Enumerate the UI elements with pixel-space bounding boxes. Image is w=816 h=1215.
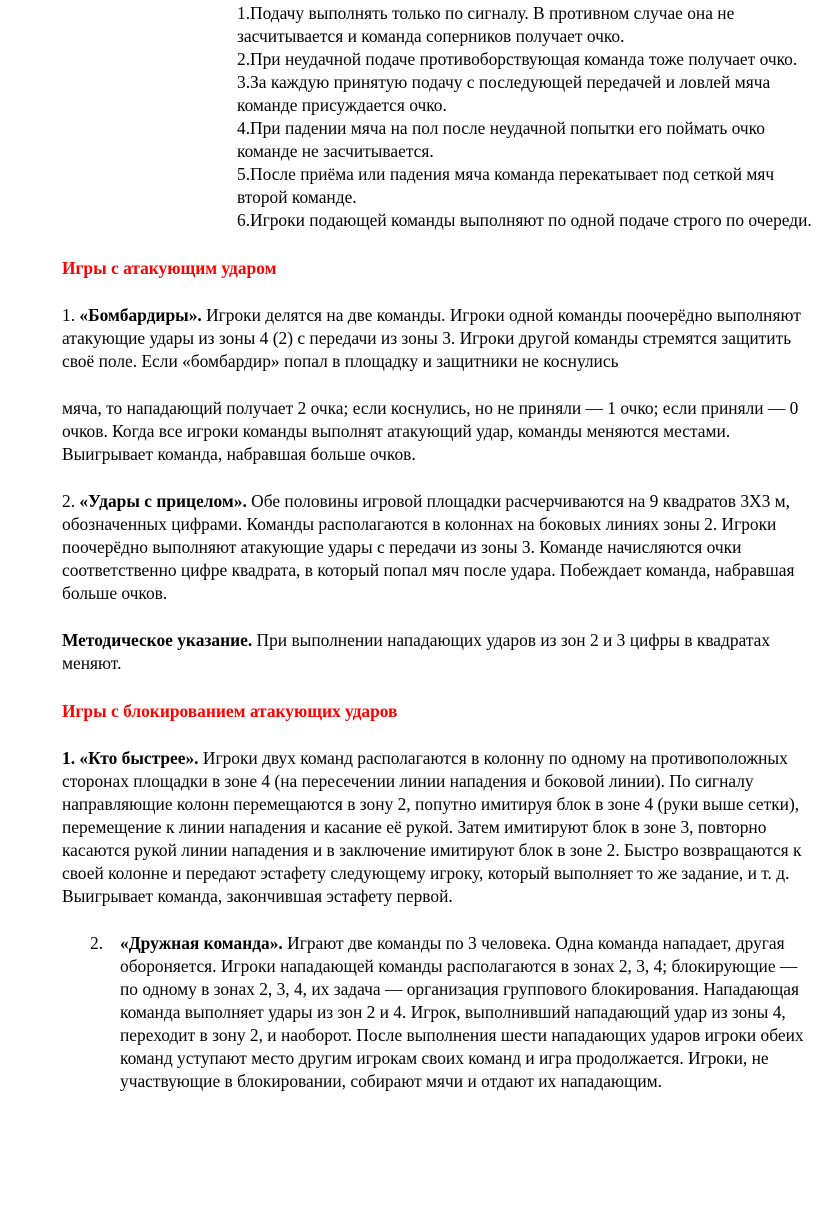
serve-rule-4: 4.При падении мяча на пол после неудачной попытки его поймать очко команде не засчитывается. — [237, 118, 765, 161]
serve-rule-2: 2.При неудачной подаче противоборствующая команда тоже получает очко. — [237, 49, 798, 69]
method-note-title: Методическое указание. — [62, 630, 253, 650]
method-note-text: При выполнении нападающих ударов из зон 2 и 3 цифры в квадратах меняют. — [62, 630, 771, 673]
serve-rule-3: 3.За каждую принятую подачу с последующей передачей и ловлей мяча команде присуждается очко. — [237, 72, 771, 115]
game-description: Играют две команды по 3 человека. Одна команда нападает, другая обороняется. Игроки нападающей команды располагаются в зонах 2, 3, 4; блокирующие — по одному в зонах 2, 3, 4, их задача — организация группового блокирования. Нападающая команда выполняет удары из зон 2 и 4. Игрок, выполнивший нападающий удар из зоны 4, переходит в зону 2, и наоборот. После выполнения шести нападающих ударов игроки обеих команд уступают место другим игрокам своих команд и игра продолжается. Игроки, не участвующие в блокировании, собирают мячи и отдают их нападающим. — [120, 933, 804, 1091]
game-title: 1. «Кто быстрее». — [62, 748, 199, 768]
serve-rule-6: 6.Игроки подающей команды выполняют по одной подаче строго по очереди. — [237, 210, 812, 230]
game-number: 1. — [62, 305, 80, 325]
game-aimed-strikes — [62, 490, 816, 605]
section-heading-blocking: Игры с блокированием атакующих ударов — [62, 701, 398, 721]
game-title: «Дружная команда». — [120, 933, 283, 953]
game-number: 2. — [62, 491, 80, 511]
game-title: «Удары с прицелом». — [79, 491, 247, 511]
serve-rules-list — [237, 2, 812, 232]
list-number: 2. — [90, 933, 104, 953]
game-description: Игроки делятся на две команды. Игроки одной команды поочерёдно выполняют атакующие удары из зоны 4 (2) с передачи из зоны 3. Игроки другой команды стремятся защитить своё поле. Если «бомбардир» попал в площадку и защитники не коснулись — [62, 305, 801, 371]
serve-rule-5: 5.После приёма или падения мяча команда перекатывает под сеткой мяч второй команде. — [237, 164, 775, 207]
method-note — [62, 629, 816, 675]
section-heading-attack: Игры с атакующим ударом — [62, 258, 277, 278]
serve-rule-1: 1.Подачу выполнять только по сигналу. В противном случае она не засчитывается и команда соперников получает очко. — [237, 3, 735, 46]
document-page — [62, 2, 816, 1093]
game-friendly-team — [62, 932, 816, 1093]
game-who-faster — [62, 747, 816, 908]
game-title: «Бомбардиры». — [79, 305, 202, 325]
game-description: Обе половины игровой площадки расчерчиваются на 9 квадратов 3Х3 м, обозначенных цифрами. Команды располагаются в колоннах на боковых линиях зоны 2. Игроки поочерёдно выполняют атакующие удары с передачи из зоны 3. Команде начисляются очки соответственно цифре квадрата, в который попал мяч после удара. Побеждает команда, набравшая больше очков. — [62, 491, 795, 603]
game-bombers-continuation: мяча, то нападающий получает 2 очка; если коснулись, но не приняли — 1 очко; если приняли — 0 очков. Когда все игроки команды выполнят атакующий удар, команды меняются местами. Выигрывает команда, набравшая больше очков. — [62, 398, 799, 464]
game-bombers — [62, 304, 816, 373]
game-description: Игроки двух команд располагаются в колонну по одному на противоположных сторонах площадки в зоне 4 (на пересечении линии нападения и боковой линии). По сигналу направляющие колонн перемещаются в зону 2, попутно имитируя блок в зоне 4 (руки выше сетки), перемещение к линии нападения и касание её рукой. Затем имитируют блок в зоне 3, повторно касаются рукой линии нападения и в заключение имитируют блок в зоне 2. Быстро возвращаются к своей колонне и передают эстафету следующему игроку, который выполняет то же задание, и т. д. Выигрывает команда, закончившая эстафету первой. — [62, 748, 802, 906]
